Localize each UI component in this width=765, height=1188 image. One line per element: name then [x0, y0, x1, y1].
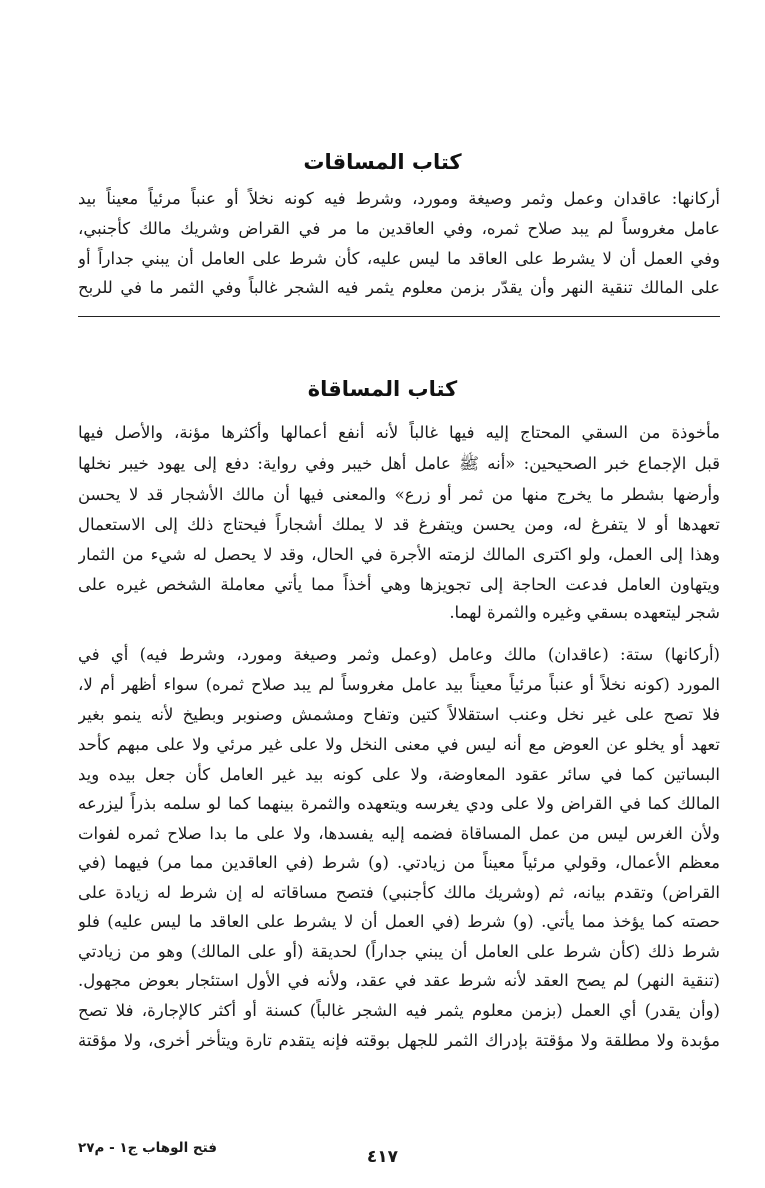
intro-line-4: تعهدها أو لا يتفرغ له، ومن يحسن ويتفرغ قد لا يملك أشجاراً فيحتاج ذلك إلى الاستعمال [78, 515, 720, 534]
body-line-11: شرط ذلك (كأن شرط على العامل أن يبني جداراً) لحديقة (أو على المالك) وهو من زيادتي [78, 942, 720, 961]
page-number: ٤١٧ [366, 1147, 399, 1167]
intro-line-3: وأرضها بشطر ما يخرج منها من ثمر أو زرع» والمعنى فيها أن مالك الأشجار قد لا يحسن [78, 485, 720, 504]
intro-line-7: شجر ليتعهده بسقي وغيره والثمرة لهما. [449, 603, 720, 622]
body-line-9: القراض) وتقدم بيانه، ثم (وشريك مالك كأجنبي) فتصح مساقاته له إن شرط له زيادة على [78, 883, 720, 902]
top-section-title: كتاب المساقات [303, 150, 462, 174]
body-line-4: تعهد أو يخلو عن العوض مع أنه ليس في معنى النخل ولا على غير مرئي ولا على مبهم كأحد [78, 735, 720, 754]
top-line-3: وفي العمل أن لا يشرط على العاقد ما ليس عليه، كأن شرط على العامل أن يبني جداراً أو [78, 249, 720, 268]
body-line-1: (أركانها) ستة: (عاقدان) مالك وعامل (وعمل وثمر وصيغة ومورد، وشرط فيه) أي في [78, 645, 720, 664]
body-line-8: معظم الأعمال، وقولي مرئياً معيناً من زيادتي. (و) شرط (في العاقدين مما مر) فيهما (في [78, 853, 720, 872]
body-line-14: مؤبدة ولا مطلقة ولا مؤقتة بإدراك الثمر للجهل بوقته فإنه يتقدم تارة ويتأخر أخرى، ولا مؤقتة [78, 1031, 720, 1050]
body-line-2: المورد (كونه نخلاً أو عنباً مرئياً معيناً بيد عامل مغروساً لم يبد صلاح ثمره) سواء أظهر أم لا، [78, 675, 720, 694]
body-line-12: (تنقية النهر) لم يصح العقد لأنه شرط عقد في عقد، ولأنه في الأول استئجار بعوض مجهول. [78, 971, 720, 990]
body-line-6: المالك كما في القراض ولا على ودي يغرسه ويتعهده والثمرة بينهما كما لو سلمه بذراً ليزرعه [78, 794, 720, 813]
intro-line-5: وهذا إلى العمل، ولو اكترى المالك لزمته الأجرة في الحال، وقد لا يحصل له شيء من الثمار [78, 545, 720, 564]
body-line-7: ولأن الغرس ليس من عمل المساقاة فضمه إليه يفسدها، ولا على ما بدا صلاح ثمره لفوات [78, 824, 720, 843]
body-line-10: حصته كما يؤخذ مما يأتي. (و) شرط (في العمل أن لا يشرط على العاقد ما ليس عليه) فلو [78, 912, 720, 931]
section-divider [78, 316, 720, 317]
body-line-13: (وأن يقدر) أي العمل (بزمن معلوم يثمر فيه الشجر غالباً) كسنة أو أكثر كالإجارة، فلا تصح [78, 1001, 720, 1020]
top-line-1: أركانها: عاقدان وعمل وثمر وصيغة ومورد، وشرط فيه كونه نخلاً أو عنباً مرئياً معيناً بيد [78, 189, 720, 208]
intro-line-6: ويتهاون العامل فدعت الحاجة إلى تجويزها وهي أخذاً مما يأتي معاملة الشخص غيره على [78, 575, 720, 594]
intro-line-1: مأخوذة من السقي المحتاج إليه فيها غالباً لأنه أنفع أعمالها وأكثرها مؤنة، والأصل فيها [78, 423, 720, 442]
book-reference: فتح الوهاب ج١ - م٢٧ [78, 1140, 218, 1156]
commentary-title: كتاب المساقاة [307, 377, 458, 401]
top-line-4: على المالك تنقية النهر وأن يقدّر بزمن معلوم يثمر فيه الشجر غالباً وفي الثمر ما في للربح [78, 278, 720, 297]
top-line-2: عامل مغروساً لم يبد صلاح ثمره، وفي العاقدين ما مر في القراض وشريك مالك كأجنبي، [78, 219, 720, 238]
body-line-3: فلا تصح على غير نخل وعنب استقلالاً كتين وتفاح ومشمش وصنوبر وبطيخ لأنه ينمو بغير [78, 705, 720, 724]
body-line-5: البساتين كما في سائر عقود المعاوضة، ولا على كونه بيد غير العامل كأن جعل بيده ويد [78, 765, 720, 784]
intro-line-2: قبل الإجماع خبر الصحيحين: «أنه ﷺ عامل أهل خيبر وفي رواية: دفع إلى يهود خيبر نخلها [78, 454, 720, 473]
